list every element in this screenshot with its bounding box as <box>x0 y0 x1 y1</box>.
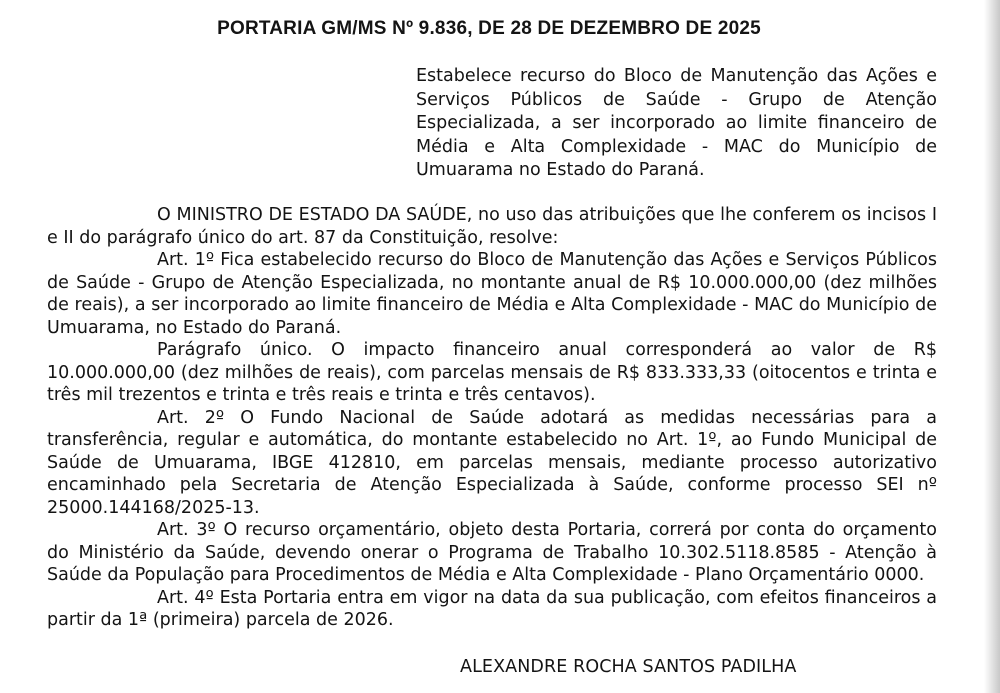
ementa-summary: Estabelece recurso do Bloco de Manutenção das Ações e Serviços Públicos de Saúde - Grupo de Atenção Especializada, a ser incorporado ao limite financeiro de Média e Alta Complexidade - MAC do Município de Umuarama no Estado do Paraná. <box>416 66 937 180</box>
sole-paragraph: Parágrafo único. O impacto financeiro anual corresponderá ao valor de R$ 10.000.000,00 (dez milhões de reais), com parcelas mensais de R$ 833.333,33 (oitocentos e trinta e três mil trezentos e trinta e três reais e trinta e três centavos). <box>47 340 937 405</box>
article-1-paragraph: Art. 1º Fica estabelecido recurso do Bloco de Manutenção das Ações e Serviços Públicos de Saúde - Grupo de Atenção Especializada, no montante anual de R$ 10.000.000,00 (dez milhões de reais), a ser incorporado ao limite financeiro de Média e Alta Complexidade - MAC do Município de Umuarama, no Estado do Paraná. <box>47 250 937 338</box>
document-title: PORTARIA GM/MS Nº 9.836, DE 28 DE DEZEMBRO DE 2025 <box>217 18 761 39</box>
signatory-name: ALEXANDRE ROCHA SANTOS PADILHA <box>460 657 797 677</box>
page-edge-shadow <box>984 0 1000 693</box>
document-body <box>47 204 937 632</box>
article-4-paragraph: Art. 4º Esta Portaria entra em vigor na data da sua publicação, com efeitos financeiros a partir da 1ª (primeira) parcela de 2026. <box>47 587 937 630</box>
preamble-paragraph: O MINISTRO DE ESTADO DA SAÚDE, no uso das atribuições que lhe conferem os incisos I e II do parágrafo único do art. 87 da Constituição, resolve: <box>47 205 937 248</box>
article-2-paragraph: Art. 2º O Fundo Nacional de Saúde adotará as medidas necessárias para a transferência, regular e automática, do montante estabelecido no Art. 1º, ao Fundo Municipal de Saúde de Umuarama, IBGE 412810, em parcelas mensais, mediante processo autorizativo encaminhado pela Secretaria de Atenção Especializada à Saúde, conforme processo SEI nº 25000.144168/2025-13. <box>47 407 937 518</box>
article-3-paragraph: Art. 3º O recurso orçamentário, objeto desta Portaria, correrá por conta do orçamento do Ministério da Saúde, devendo onerar o Programa de Trabalho 10.302.5118.8585 - Atenção à Saúde da População para Procedimentos de Média e Alta Complexidade - Plano Orçamentário 0000. <box>47 520 937 585</box>
